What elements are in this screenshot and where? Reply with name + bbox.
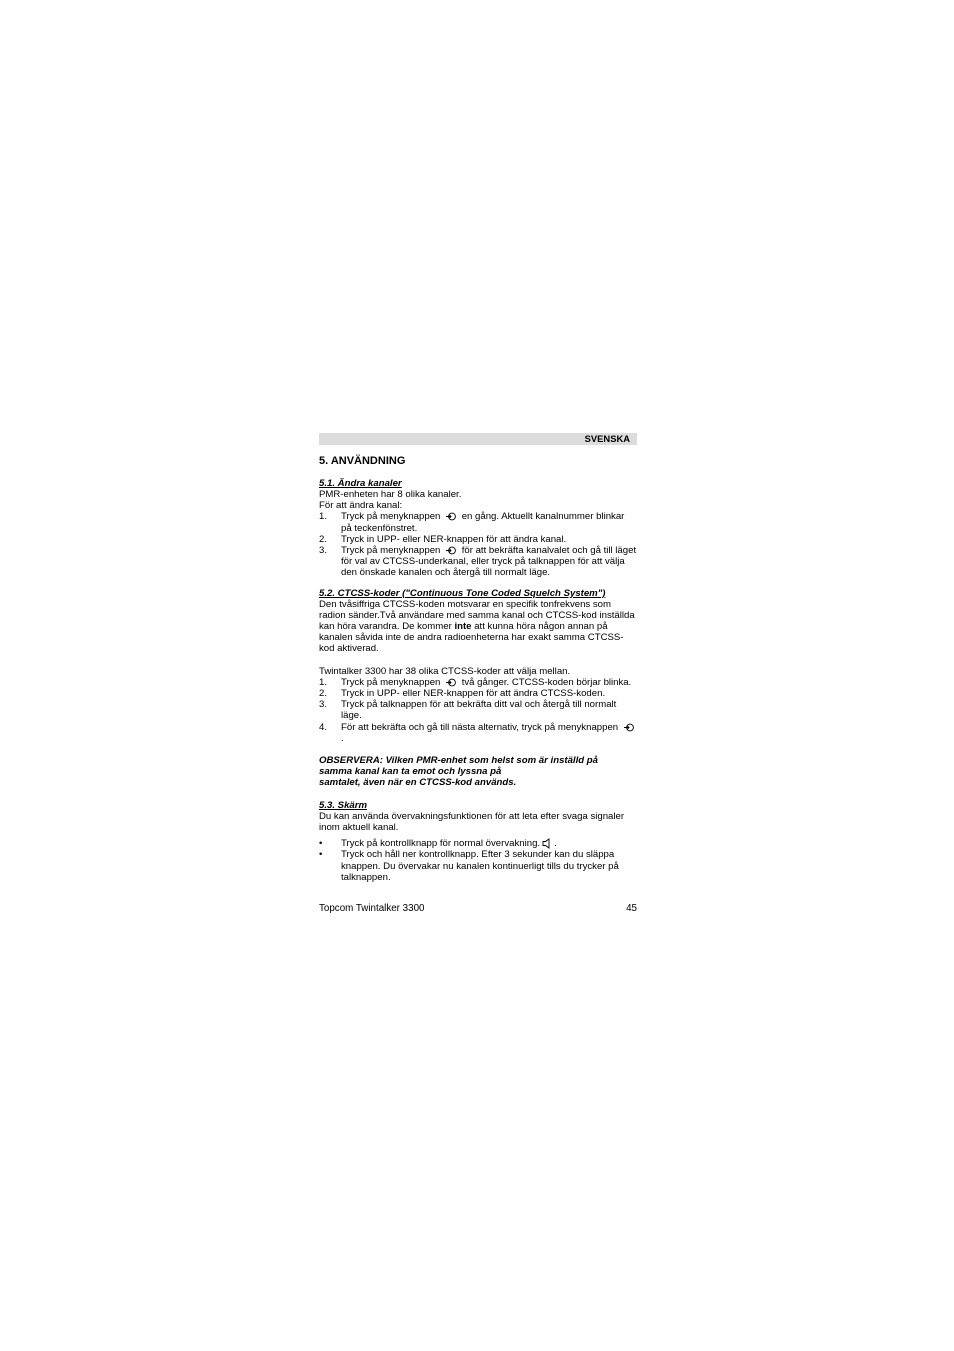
emphasis-text: inte — [454, 621, 472, 633]
paragraph-text: Den tvåsiffriga CTCSS-koden motsvarar en specifik tonfrekvens som radion sänder.Två användare med samma kanal och CTCSS-kod inställda kan höra varandra. De kommer — [319, 598, 635, 633]
list-number: 2. — [319, 688, 328, 700]
list-number: 3. — [319, 699, 328, 711]
list-text: Tryck och håll ner kontrollknapp. Efter 3 sekunder kan du släppa knappen. Du övervakar nu kanalen kontinuerligt tills du trycker på talknappen. — [341, 849, 619, 883]
footer-product: Topcom Twintalker 3300 — [319, 903, 425, 914]
paragraph: Twintalker 3300 har 38 olika CTCSS-koder att välja mellan. — [319, 665, 571, 677]
menu-button-icon — [445, 678, 457, 687]
list-text: Tryck in UPP- eller NER-knappen för att ändra kanal. — [341, 533, 567, 545]
paragraph — [319, 599, 637, 655]
bullet: • — [319, 838, 323, 850]
list-item — [319, 677, 637, 688]
document-page — [319, 433, 637, 883]
list-item — [319, 511, 637, 533]
menu-button-icon — [445, 512, 457, 521]
section-title: 5. ANVÄNDNING — [319, 455, 406, 467]
paragraph: Du kan använda övervakningsfunktionen för att leta efter svaga signaler inom aktuell kanal. — [319, 810, 625, 833]
speaker-icon — [542, 838, 552, 849]
list-text: en gång. Aktuellt kanalnummer blinkar på teckenfönstret. — [341, 511, 625, 534]
list-item — [319, 722, 637, 744]
list-text: . — [341, 732, 344, 744]
paragraph-text: att kunna höra någon annan på kanalen såvida inte de andra radioenheterna har exakt samma CTCSS-kod aktiverad. — [319, 621, 624, 655]
subsection-title-5-3: 5.3. Skärm — [319, 799, 368, 811]
list-item — [319, 534, 637, 545]
note-block — [319, 755, 637, 789]
list-text: Tryck på menyknappen — [341, 545, 441, 557]
note-line: samma kanal kan ta emot och lyssna på — [319, 766, 502, 778]
list-number: 1. — [319, 676, 328, 688]
list-number: 3. — [319, 545, 328, 557]
page-number: 45 — [626, 903, 637, 914]
list-text: Tryck på menyknappen — [341, 676, 441, 688]
list-text: Tryck på talknappen för att bekräfta ditt val och återgå till normalt läge. — [341, 699, 617, 722]
list-text: För att bekräfta och gå till nästa alternativ, tryck på menyknappen — [341, 721, 619, 733]
bullet: • — [319, 849, 323, 861]
language-bar — [319, 433, 637, 445]
list-text: Tryck in UPP- eller NER-knappen för att ändra CTCSS-koden. — [341, 688, 606, 700]
list-text: Tryck på menyknappen — [341, 511, 441, 523]
paragraph: PMR-enheten har 8 olika kanaler. — [319, 489, 462, 500]
list-item — [319, 545, 637, 579]
list-text: . — [554, 838, 557, 850]
bullet-item — [319, 838, 637, 849]
bullet-item — [319, 849, 637, 883]
subsection-title-5-2: 5.2. CTCSS-koder ("Continuous Tone Coded Squelch System") — [319, 587, 606, 599]
list-text: för att bekräfta kanalvalet och gå till läget för val av CTCSS-underkanal, eller tryck på talknappen för att välja den önskade kanalen och återgå till normalt läge. — [341, 545, 637, 579]
paragraph: För att ändra kanal: — [319, 500, 403, 512]
menu-button-icon — [445, 546, 457, 555]
list-number: 2. — [319, 533, 328, 545]
list-item — [319, 688, 637, 699]
list-item — [319, 699, 637, 721]
subsection-title-5-1: 5.1. Ändra kanaler — [319, 478, 402, 489]
menu-button-icon — [623, 723, 635, 732]
page-footer — [319, 903, 637, 914]
list-number: 1. — [319, 511, 328, 523]
list-text: Tryck på kontrollknapp för normal övervakning. — [341, 838, 541, 850]
list-number: 4. — [319, 721, 328, 733]
note-line: samtalet, även när en CTCSS-kod används. — [319, 777, 517, 789]
language-label: SVENSKA — [584, 433, 630, 444]
list-text: två gånger. CTCSS-koden börjar blinka. — [461, 676, 632, 688]
note-line: OBSERVERA: Vilken PMR-enhet som helst som är inställd på — [319, 755, 598, 767]
